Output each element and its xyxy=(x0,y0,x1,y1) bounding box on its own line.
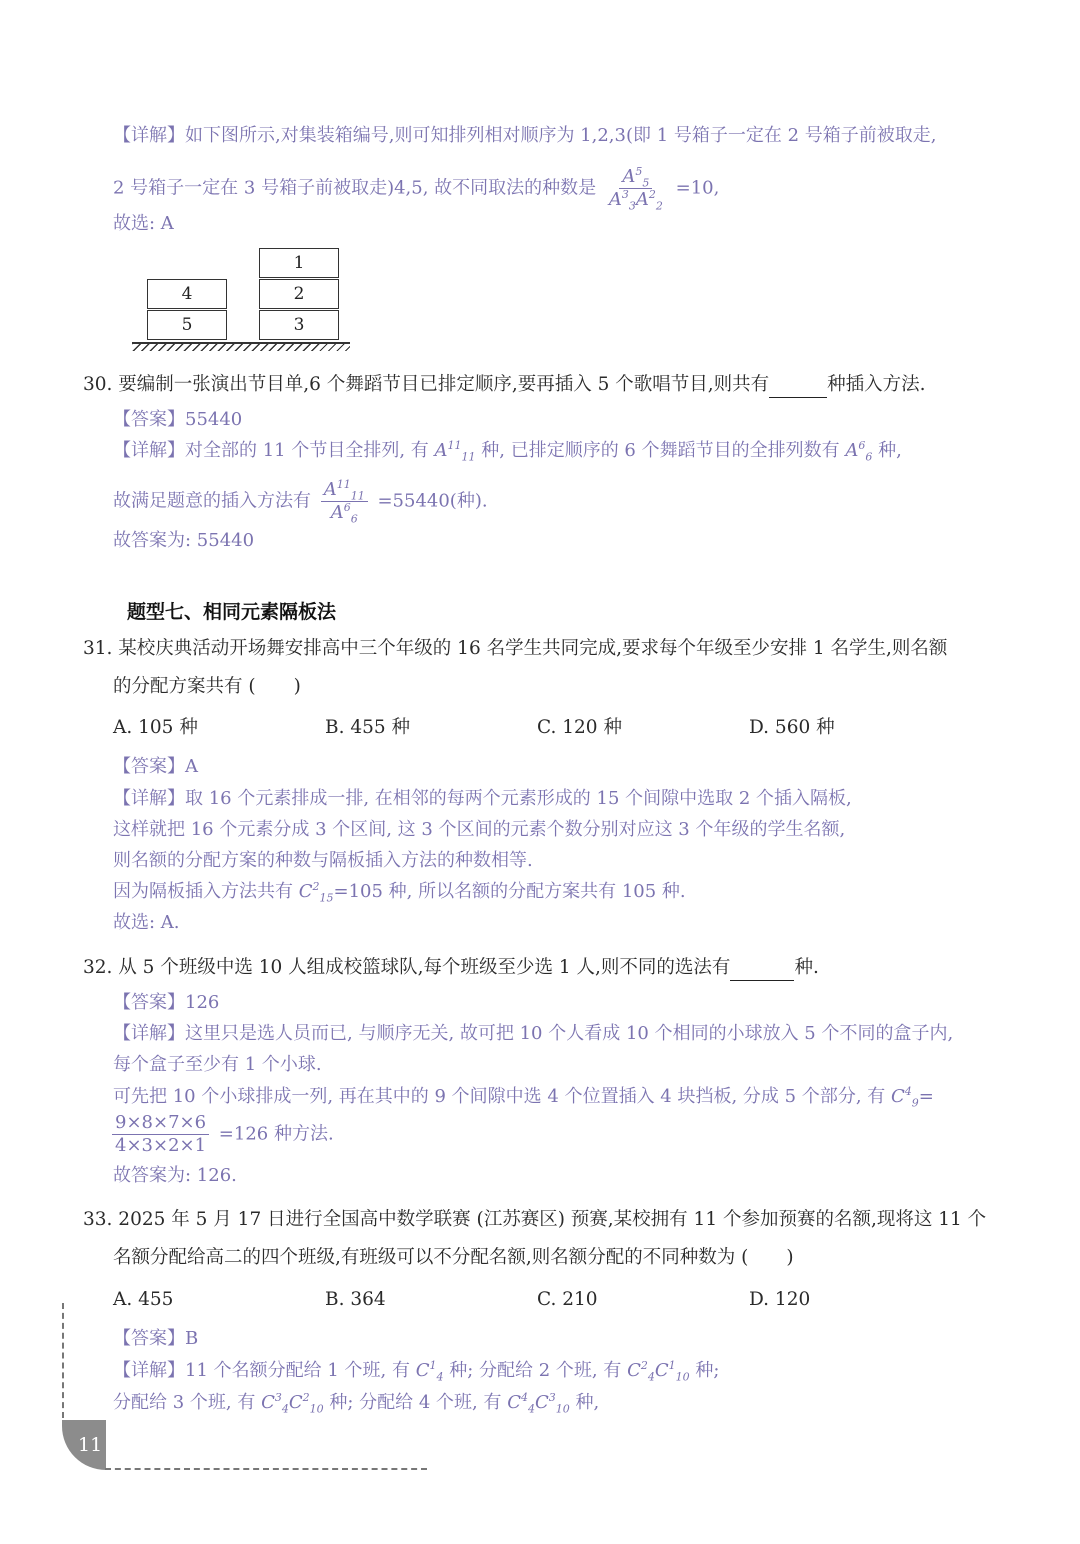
q33-answer: 【答案】B xyxy=(113,1328,199,1349)
page-number-tab xyxy=(62,1420,106,1470)
q31-option-c: C. 120 种 xyxy=(537,717,622,738)
q31-detail-line4: 因为隔板插入方法共有 $C^2_{15}=105$ 种, 所以名额的分配方案共有 105 种. xyxy=(113,880,686,905)
q31-detail-line1: 【详解】取 16 个元素排成一排, 在相邻的每两个元素形成的 15 个间隙中选取 2 个插入隔板, xyxy=(113,788,852,809)
q29-detail-text: 2 号箱子一定在 3 号箱子前被取走)4,5, 故不同取法的种数是 xyxy=(113,177,597,199)
page-border-dashed-horizontal xyxy=(105,1468,427,1470)
q30-fraction: $\frac{A^{11}_{11}}{A^6_6}$ xyxy=(321,479,368,524)
section-heading: 题型七、相同元素隔板法 xyxy=(127,601,337,623)
q31-answer: 【答案】A xyxy=(113,756,198,777)
q30-answer: 【答案】55440 xyxy=(113,409,243,430)
q31-detail-line3: 则名额的分配方案的种数与隔板插入方法的种数相等. xyxy=(113,850,533,871)
q29-detail-line2 xyxy=(113,166,719,211)
q30-detail-line2: 故满足题意的插入方法有 $\frac{A^{11}_{11}}{A^6_6}$ =55440(种). xyxy=(113,478,488,526)
q31-option-b: B. 455 种 xyxy=(325,717,411,738)
container-box-3: 3 xyxy=(259,310,339,340)
container-box-2: 2 xyxy=(259,279,339,309)
q33-detail-line1: 【详解】11 个名额分配给 1 个班, 有 $C^1_4$ 种; 分配给 2 个班, 有 $C^2_4C^1_{10}$ 种; xyxy=(113,1359,720,1384)
q31-option-a: A. 105 种 xyxy=(113,717,198,738)
q33-option-a: A. 455 xyxy=(113,1289,174,1310)
q30-answer-blank xyxy=(769,379,827,398)
q32-detail-line1: 【详解】这里只是选人员而已, 与顺序无关, 故可把 10 个人看成 10 个相同的小球放入 5 个不同的盒子内, xyxy=(113,1023,954,1044)
q32-final: 故答案为: 126. xyxy=(113,1165,237,1186)
page-border-dashed-vertical xyxy=(62,1303,64,1418)
q29-result: =10, xyxy=(675,177,720,199)
q32-detail-line3: 可先把 10 个小球排成一列, 再在其中的 9 个间隙中选 4 个位置插入 4 块挡板, 分成 5 个部分, 有 $C^4_9=$ xyxy=(113,1085,934,1110)
q33-option-d: D. 120 xyxy=(749,1289,811,1310)
q29-frac-denominator: $A^3_3A^2_2$ xyxy=(608,188,663,213)
page-number: 11 xyxy=(78,1434,103,1456)
q32-fraction: $\frac{9\times 8\times 7\times 6}{4\times 3\times 2\times 1}$ xyxy=(112,1112,209,1157)
q29-conclusion: 故选: A xyxy=(113,213,174,234)
q30-detail-line1: 【详解】对全部的 11 个节目全排列, 有 $A^{11}_{11}$ 种, 已排定顺序的 6 个舞蹈节目的全排列数有 $A^6_6$ 种, xyxy=(113,439,902,464)
q33-option-b: B. 364 xyxy=(325,1289,386,1310)
q31-stem-line1: 31. 某校庆典活动开场舞安排高中三个年级的 16 名学生共同完成,要求每个年级至少安排 1 名学生,则名额 xyxy=(83,638,948,659)
q29-frac-numerator: $A^5_5$ xyxy=(619,166,652,189)
q29-fraction xyxy=(606,166,666,211)
q32-detail-line2: 每个盒子至少有 1 个小球. xyxy=(113,1054,322,1075)
container-box-5: 5 xyxy=(147,310,227,340)
q33-detail-line2: 分配给 3 个班, 有 $C^3_4C^2_{10}$ 种; 分配给 4 个班, 有 $C^4_4C^3_{10}$ 种, xyxy=(113,1391,600,1416)
q29-detail-line1: 【详解】如下图所示,对集装箱编号,则可知排列相对顺序为 1,2,3(即 1 号箱子一定在 2 号箱子前被取走, xyxy=(113,125,937,146)
q32-answer: 【答案】126 xyxy=(113,992,220,1013)
q30-final: 故答案为: 55440 xyxy=(113,530,255,551)
q32-stem: 32. 从 5 个班级中选 10 人组成校篮球队,每个班级至少选 1 人,则不同的选法有 种. xyxy=(83,955,819,981)
q31-final: 故选: A. xyxy=(113,912,180,933)
q31-stem-line2: 的分配方案共有 ( ) xyxy=(113,676,301,697)
q30-stem: 30. 要编制一张演出节目单,6 个舞蹈节目已排定顺序,要再插入 5 个歌唱节目,则共有 种插入方法. xyxy=(83,372,926,398)
container-box-4: 4 xyxy=(147,279,227,309)
q31-option-d: D. 560 种 xyxy=(749,717,835,738)
q33-stem-line2: 名额分配给高二的四个班级,有班级可以不分配名额,则名额分配的不同种数为 ( ) xyxy=(113,1247,794,1268)
q32-answer-blank xyxy=(730,962,794,981)
q33-stem-line1: 33. 2025 年 5 月 17 日进行全国高中数学联赛 (江苏赛区) 预赛,某校拥有 11 个参加预赛的名额,现将这 11 个 xyxy=(83,1209,987,1230)
container-box-1: 1 xyxy=(259,248,339,278)
q31-detail-line2: 这样就把 16 个元素分成 3 个区间, 这 3 个区间的元素个数分别对应这 3 个年级的学生名额, xyxy=(113,819,846,840)
ground-hatching xyxy=(132,343,350,351)
q33-option-c: C. 210 xyxy=(537,1289,598,1310)
q32-detail-line4: $\frac{9\times 8\times 7\times 6}{4\times 3\times 2\times 1}$ =126 种方法. xyxy=(108,1112,334,1157)
